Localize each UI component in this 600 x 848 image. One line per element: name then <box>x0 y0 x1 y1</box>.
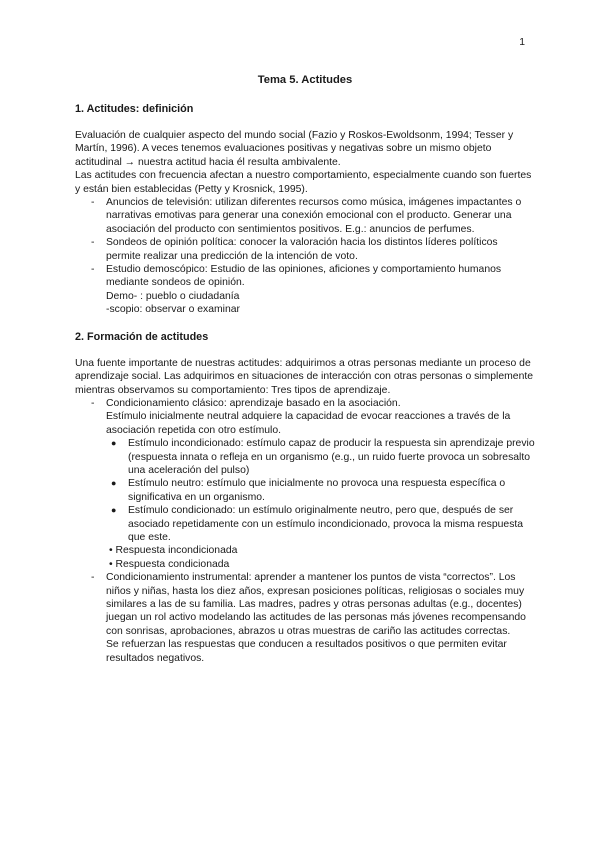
list-item <box>75 504 535 544</box>
etymology-line: Demo- : pueblo o ciudadanía <box>106 290 240 302</box>
paragraph: Una fuente importante de nuestras actitudes: adquirimos a otras personas mediante un proceso de aprendizaje social. Las adquirimos en situaciones de interacción con otras personas o simplemente mientras observamos su comportamiento: Tres tipos de aprendizaje. <box>75 357 534 396</box>
list-item-text: Condicionamiento instrumental: aprender a mantener los puntos de vista “correctos”. Los niños y niñas, hasta los diez años, expresan posiciones políticas, religiosas o sociales muy similares a las de su familia. Las madres, padres y otras personas adultas (e.g., docentes) juegan un rol activo modelando las actitudes de las personas más jóvenes recompensando con sonrisas, aprobaciones, abrazos u otras muestras de cariño las actitudes correctas. <box>106 572 526 637</box>
dash-marker: - <box>91 572 95 584</box>
paragraph: Las actitudes con frecuencia afectan a nuestro comportamiento, especialmente cuando son fuertes y están bien establecidas (Petty y Krosnick, 1995). <box>75 170 532 195</box>
list-item <box>75 571 535 665</box>
dash-marker: - <box>91 197 95 209</box>
dash-marker: - <box>91 397 95 409</box>
bullet-marker: ● <box>111 438 117 449</box>
list-item-text: Estudio demoscópico: Estudio de las opiniones, aficiones y comportamiento humanos mediante sondeos de opinión. <box>106 264 502 289</box>
section-heading: 2. Formación de actitudes <box>75 330 209 343</box>
learning-types-list-continued <box>75 571 535 665</box>
list-item <box>75 196 535 236</box>
page-number: 1 <box>519 37 525 48</box>
page-content <box>75 72 535 665</box>
response-item: • Respuesta incondicionada <box>109 545 238 557</box>
list-item-text: Estímulo neutro: estímulo que inicialmente no provoca una respuesta específica o significativa en un organismo. <box>128 478 506 503</box>
list-item-text: Sondeos de opinión política: conocer la valoración hacia los distintos líderes políticos permite realizar una predicción de la intención de voto. <box>106 237 498 262</box>
learning-types-list <box>75 397 535 437</box>
response-item: • Respuesta condicionada <box>109 558 230 570</box>
paragraph: Evaluación de cualquier aspecto del mundo social (Fazio y Roskos-Ewoldsonm, 1994; Tesser y Martín, 1996). A veces tenemos evaluaciones positivas y negativas sobre un mismo objeto actitudinal → nuestra actitud hacia él resulta ambivalente. <box>75 130 514 168</box>
list-item-title: Condicionamiento clásico: aprendizaje basado en la asociación. <box>106 397 401 409</box>
list-item-text: Estímulo condicionado: un estímulo originalmente neutro, pero que, después de ser asociado repetidamente con un estímulo incondicionado, provoca la misma respuesta que este. <box>128 505 524 543</box>
dash-marker: - <box>91 237 95 249</box>
list-item <box>75 477 535 504</box>
bullet-marker: ● <box>111 505 117 516</box>
section-heading: 1. Actitudes: definición <box>75 103 194 115</box>
spacer <box>75 116 535 129</box>
definition-examples-list <box>75 196 535 317</box>
list-item-text: Se refuerzan las respuestas que conducen a resultados positivos o que permiten evitar resultados negativos. <box>106 639 507 664</box>
list-item <box>75 437 535 477</box>
list-item <box>75 236 535 263</box>
stimulus-list <box>75 437 535 544</box>
list-item-text: Estímulo inicialmente neutral adquiere la capacidad de evocar reacciones a través de la asociación repetida con otro estímulo. <box>106 411 511 436</box>
dash-marker: - <box>91 264 95 276</box>
document-title: Tema 5. Actitudes <box>257 74 353 86</box>
list-item <box>75 397 535 437</box>
bullet-marker: ● <box>111 478 117 489</box>
list-item-text: Anuncios de televisión: utilizan diferentes recursos como música, imágenes impactantes o narrativas emotivas para generar una conexión emocional con el producto. Generar una asociación del producto con sentimientos positivos. E.g.: anuncios de perfumes. <box>106 197 522 235</box>
etymology-line: -scopio: observar o examinar <box>106 304 240 316</box>
list-item <box>75 263 535 317</box>
list-item-text: Estímulo incondicionado: estímulo capaz de producir la respuesta sin aprendizaje previo (respuesta innata o refleja en un organismo (e.g., un ruido fuerte provoca un sobresalto una aceleración del pulso) <box>128 438 535 476</box>
spacer <box>75 344 535 357</box>
